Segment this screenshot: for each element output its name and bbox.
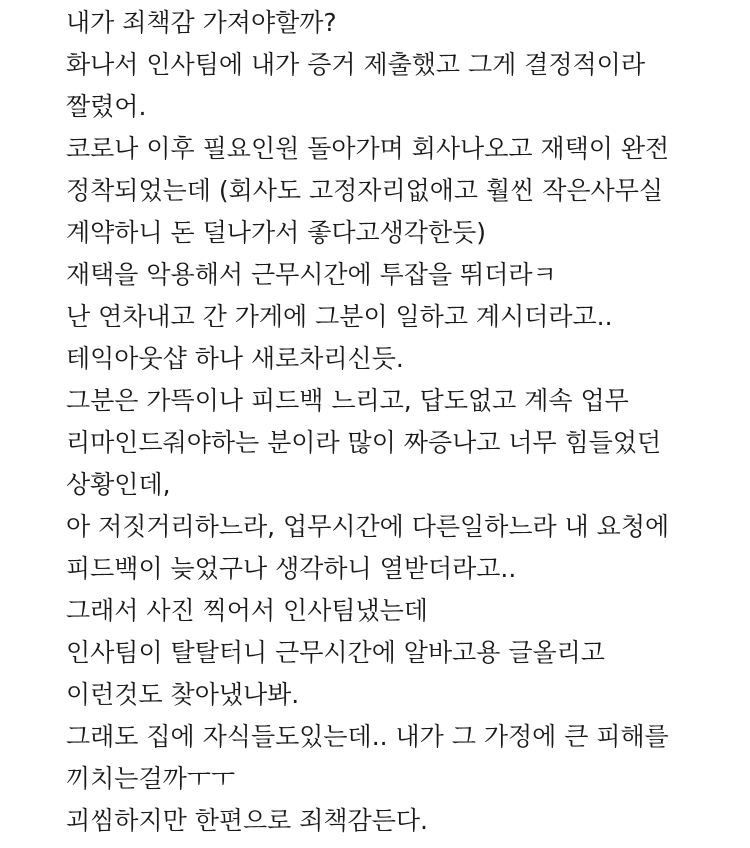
text-line: 그래서 사진 찍어서 인사팀냈는데 [66,596,428,625]
text-line: 피드백이 늦었구나 생각하니 열받더라고.. [66,554,517,583]
text-line: 상황인데, [66,470,171,499]
text-line: 아 저짓거리하느라, 업무시간에 다른일하느라 내 요청에 [66,512,670,541]
text-line: 재택을 악용해서 근무시간에 투잡을 뛰더라ㅋ [66,260,557,289]
text-line: 정착되었는데 (회사도 고정자리없애고 훨씬 작은사무실 [66,176,663,205]
text-line: 인사팀이 탈탈터니 근무시간에 알바고용 글올리고 [66,638,605,667]
text-line: 괴씸하지만 한편으로 죄책감든다. [66,806,428,835]
text-line: 난 연차내고 간 가게에 그분이 일하고 계시더라고.. [66,302,613,331]
text-line: 테익아웃샵 하나 새로차리신듯. [66,344,404,373]
text-line: 짤렸어. [66,92,147,121]
text-line: 코로나 이후 필요인원 돌아가며 회사나오고 재택이 완전 [66,134,670,163]
text-line: 끼치는걸까ㅜㅜ [66,764,236,793]
text-line: 이런것도 찾아냈나봐. [66,680,300,709]
text-line: 리마인드줘야하는 분이라 많이 짜증나고 너무 힘들었던 [66,428,662,457]
text-line: 화나서 인사팀에 내가 증거 제출했고 그게 결정적이라 [66,50,645,79]
text-line: 그래도 집에 자식들도있는데.. 내가 그 가정에 큰 피해를 [66,722,669,751]
text-line: 내가 죄책감 가져야할까? [66,8,337,37]
text-line: 그분은 가뜩이나 피드백 느리고, 답도없고 계속 업무 [66,386,629,415]
text-line: 계약하니 돈 덜나가서 좋다고생각한듯) [66,218,486,247]
